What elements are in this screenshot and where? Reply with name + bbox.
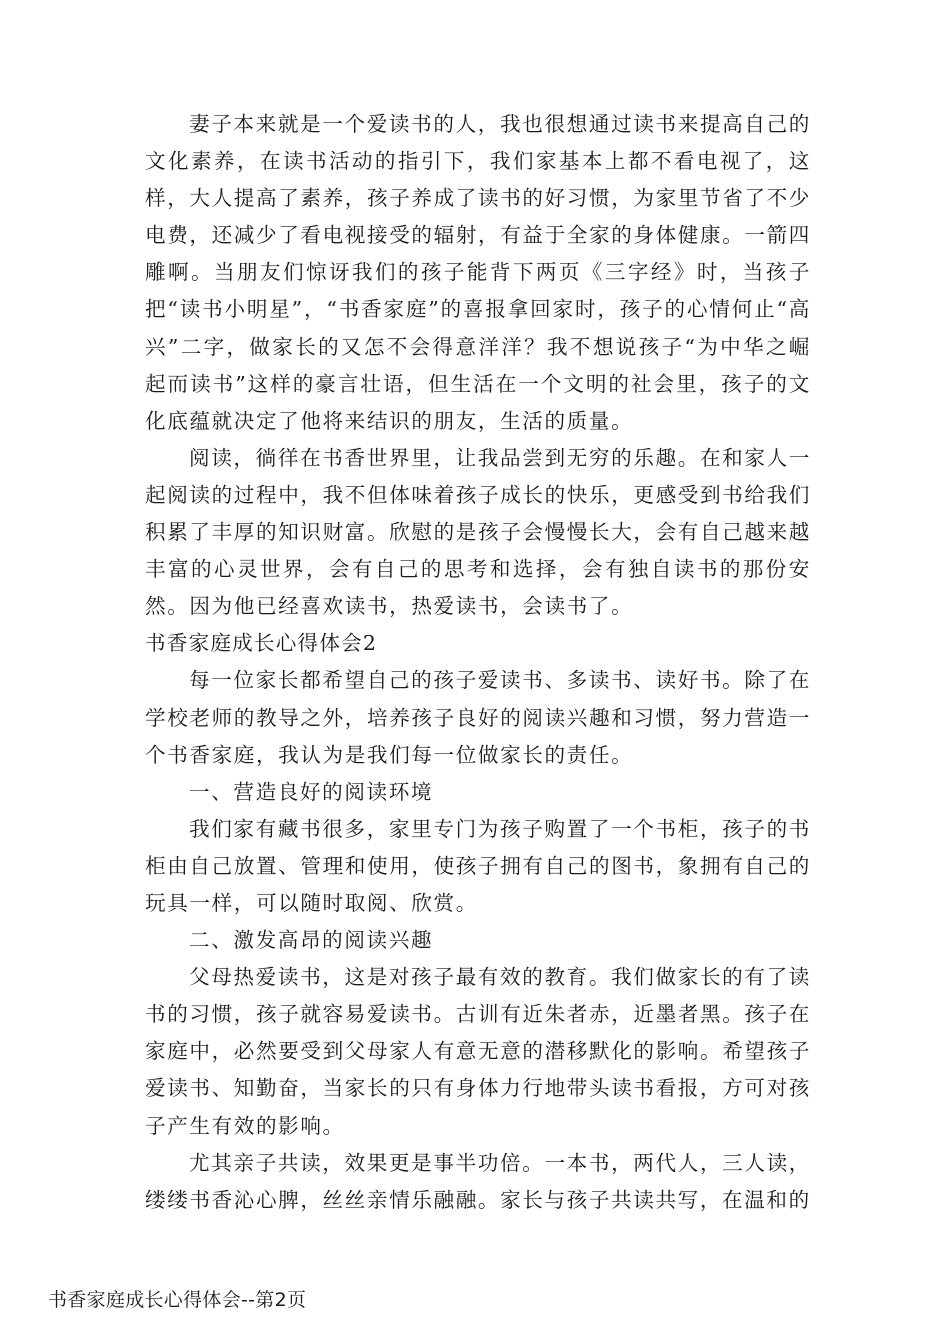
paragraph-1: 妻子本来就是一个爱读书的人，我也很想通过读书来提高自己的文化素养，在读书活动的指引下，我们家基本上都不看电视了，这样，大人提高了素养，孩子养成了读书的好习惯，为家里节省了不少电费，还减少了看电视接受的辐射，有益于全家的身体健康。一箭四雕啊。当朋友们惊讶我们的孩子能背下两页《三字经》时，当孩子把“读书小明星”，“书香家庭”的喜报拿回家时，孩子的心情何止“高兴”二字，做家长的又怎不会得意洋洋？我不想说孩子“为中华之崛起而读书”这样的豪言壮语，但生活在一个文明的社会里，孩子的文化底蕴就决定了他将来结识的朋友，生活的质量。: [145, 112, 811, 433]
document-title: 书香家庭成长心得体会2: [145, 631, 378, 656]
page-footer: 书香家庭成长心得体会--第2页: [48, 1289, 307, 1311]
document-body: [145, 106, 811, 1219]
section-heading-2: 二、激发高昂的阅读兴趣: [189, 928, 434, 953]
paragraph-3: 每一位家长都希望自己的孩子爱读书、多读书、读好书。除了在学校老师的教导之外，培养孩子良好的阅读兴趣和习惯，努力营造一个书香家庭，我认为是我们每一位做家长的责任。: [145, 668, 811, 767]
paragraph-6: 尤其亲子共读，效果更是事半功倍。一本书，两代人，三人读，缕缕书香沁心脾，丝丝亲情乐融融。家长与孩子共读共写，在温和的: [145, 1150, 811, 1212]
paragraph-2: 阅读，徜徉在书香世界里，让我品尝到无穷的乐趣。在和家人一起阅读的过程中，我不但体味着孩子成长的快乐，更感受到书给我们积累了丰厚的知识财富。欣慰的是孩子会慢慢长大，会有自己越来越丰富的心灵世界，会有自己的思考和选择，会有独自读书的那份安然。因为他已经喜欢读书，热爱读书，会读书了。: [145, 445, 811, 619]
paragraph-5: 父母热爱读书，这是对孩子最有效的教育。我们做家长的有了读书的习惯，孩子就容易爱读书。古训有近朱者赤，近墨者黑。孩子在家庭中，必然要受到父母家人有意无意的潜移默化的影响。希望孩子爱读书、知勤奋，当家长的只有身体力行地带头读书看报，方可对孩子产生有效的影响。: [145, 965, 811, 1138]
section-heading-1: 一、营造良好的阅读环境: [189, 779, 434, 804]
paragraph-4: 我们家有藏书很多，家里专门为孩子购置了一个书柜，孩子的书柜由自己放置、管理和使用，使孩子拥有自己的图书，象拥有自己的玩具一样，可以随时取阅、欣赏。: [145, 816, 811, 915]
